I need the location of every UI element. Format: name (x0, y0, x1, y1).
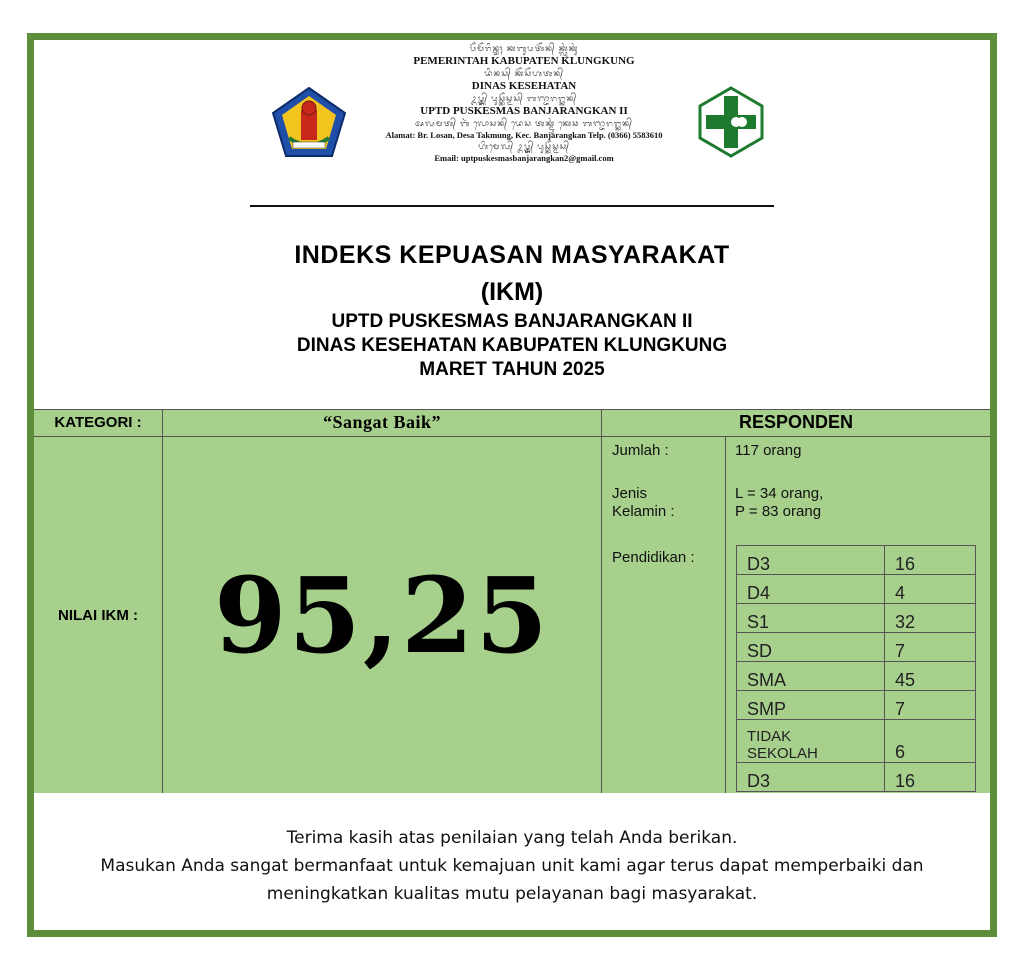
edu-level: D3 (737, 546, 885, 575)
table-row (737, 763, 976, 792)
jenis-kelamin-value-2: P = 83 orang (735, 503, 822, 520)
subtitle-period: MARET TAHUN 2025 (419, 359, 605, 380)
responden-header: RESPONDEN (738, 412, 854, 432)
edu-level (737, 720, 885, 763)
edu-level: SMP (737, 691, 885, 720)
puskesmas-cross-icon (698, 86, 764, 158)
edu-count: 16 (885, 763, 976, 792)
pendidikan-table (736, 545, 976, 792)
unit-name: UPTD PUSKESMAS BANJARANGKAN II (420, 105, 628, 117)
edu-count: 45 (885, 662, 976, 691)
poster-frame (27, 33, 997, 937)
nilai-ikm-label: NILAI IKM : (58, 606, 138, 624)
kategori-value: “Sangat Baik” (322, 412, 442, 432)
table-row (737, 662, 976, 691)
subtitle-unit: UPTD PUSKESMAS BANJARANGKAN II (331, 311, 693, 332)
edu-count: 6 (885, 720, 976, 763)
jumlah-value: 117 orang (735, 442, 802, 459)
email-line: Email: uptpuskesmasbanjarangkan2@gmail.com (434, 153, 614, 163)
edu-level-line: SEKOLAH (747, 745, 818, 762)
table-row (737, 691, 976, 720)
department-name: DINAS KESEHATAN (471, 80, 577, 92)
edu-level: D3 (737, 763, 885, 792)
edu-count: 4 (885, 575, 976, 604)
edu-level-line: TIDAK (747, 728, 792, 745)
footer-line: meningkatkan kualitas mutu pelayanan bagi masyarakat. (266, 884, 758, 904)
edu-count: 7 (885, 633, 976, 662)
table-row (737, 575, 976, 604)
edu-level: SD (737, 633, 885, 662)
balinese-script-line: ᬉᬧ᭄ᬢ᭄ᬤ᭄ ᬧᬸᬲ᭄ᬓᭂᬲ᭄ᬫᬲ᭄ ᬩᬜ᭄ᬚᬭᬗ᭄ᬓᬦ᭄ (470, 94, 578, 103)
balinese-script-line: ᬤᬶᬦᬲ᭄ ᬓᭂᬲᭂᬳᬢᬦ᭄ (483, 69, 565, 78)
letterhead (34, 40, 990, 230)
table-row (737, 633, 976, 662)
footer-line: Masukan Anda sangat bermanfaat untuk kemajuan unit kami agar terus dapat memperbaiki dan (100, 856, 924, 876)
table-row (737, 546, 976, 575)
footer-line: Terima kasih atas penilaian yang telah Anda berikan. (286, 828, 738, 848)
edu-count: 16 (885, 546, 976, 575)
table-border (601, 409, 602, 793)
klungkung-regency-emblem (271, 86, 347, 158)
edu-count: 7 (885, 691, 976, 720)
balinese-script-line: ᬅᬮᬫᬢ᭄ ᬩᬃ ᬮᭀᬲᬦ᭄ ᬤᬾᬲ ᬢᬓ᭄ᬫᬸᬂ ᬓᬾᬘ ᬩᬜ᭄ᬚᬭᬗ᭄ᬓᬦ᭄ (415, 119, 633, 128)
page-title-abbrev: (IKM) (480, 278, 544, 306)
subtitle-department: DINAS KESEHATAN KABUPATEN KLUNGKUNG (296, 335, 728, 356)
balinese-script-line: ᬳᬶᬫᬾᬮ᭄ ᬉᬧ᭄ᬢ᭄ᬤ᭄ ᬧᬸᬲ᭄ᬓᭂᬲ᭄ᬫᬲ᭄ (478, 142, 570, 151)
table-border (725, 437, 726, 793)
ikm-table (34, 409, 990, 793)
edu-level: S1 (737, 604, 885, 633)
jumlah-label: Jumlah : (612, 442, 669, 459)
address-line: Alamat: Br. Losan, Desa Takmung, Kec. Banjarangkan Telp. (0366) 5583610 (385, 130, 663, 140)
page-title: INDEKS KEPUASAN MASYARAKAT (294, 241, 730, 269)
edu-level: SMA (737, 662, 885, 691)
table-row (737, 604, 976, 633)
pendidikan-label: Pendidikan : (612, 549, 695, 566)
jenis-kelamin-label-1: Jenis (612, 485, 648, 502)
edu-count: 32 (885, 604, 976, 633)
jenis-kelamin-value-1: L = 34 orang, (735, 485, 824, 502)
letterhead-divider (250, 205, 774, 207)
letterhead-text (354, 43, 694, 164)
title-block (34, 236, 990, 382)
table-row (737, 720, 976, 763)
footer-message (34, 824, 990, 908)
government-name: PEMERINTAH KABUPATEN KLUNGKUNG (413, 55, 635, 67)
nilai-ikm-score: 95,25 (214, 553, 550, 677)
edu-level: D4 (737, 575, 885, 604)
jenis-kelamin-label-2: Kelamin : (612, 503, 675, 520)
balinese-script-line: ᬧᭂᬫᭂᬭᬶᬦ᭄ᬢᬄ ᬓᬩᬸᬧᬢᭂᬦ᭄ ᬓ᭄ᬮᬸᬂᬓᬸᬂ (469, 44, 579, 53)
kategori-label: KATEGORI : (54, 414, 142, 431)
